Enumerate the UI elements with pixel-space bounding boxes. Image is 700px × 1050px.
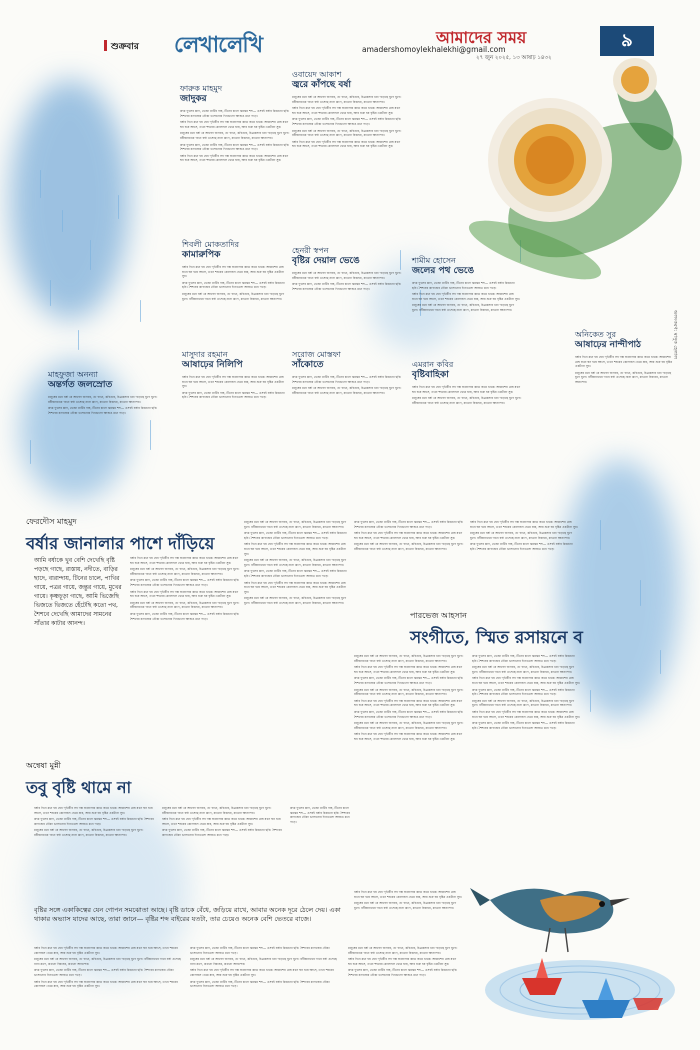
essay-column-right: বর্ষার দিনে মনে হয় যেন পৃথিবীর সব গল্প জানালার কাচে জমে থাকে। আকাশের মেঘ যখন ঘন হয়ে আসে, তখন শহরের কোলাহল থেমে যায়, আর শুরু হয় বৃষ্টির একটানা সুর। মানুষের মনে বর্ষা যে আবেগ জাগায়, তা গানে, কবিতায়, চিত্রকলায় ধরা পড়েছে যুগে যুগে। রবীন্দ্রনাথের গানে বর্ষা এসেছে নানা রূপে, কখনো বিরহের, কখনো আনন্দের। কদম ফুলের ঘ্রাণ, ভেজা মাটির গন্ধ, টিনের চালে ঝমঝম শব্দ— এসবই বর্ষার চিরচেনা ছবি। শৈশবের কাগজের নৌকা ভাসানোর দিনগুলো আজও মনে পড়ে। [470, 520, 578, 551]
article-sangite [410, 610, 690, 653]
article-2-col-1: মানুষের মনে বর্ষা যে আবেগ জাগায়, তা গানে, কবিতায়, চিত্রকলায় ধরা পড়েছে যুগে যুগে। রবীন্দ্রনাথের গানে বর্ষা এসেছে নানা রূপে, কখনো বিরহের, কখনো আনন্দের। বর্ষার দিনে মনে হয় যেন পৃথিবীর সব গল্প জানালার কাচে জমে থাকে। আকাশের মেঘ যখন ঘন হয়ে আসে, তখন শহরের কোলাহল থেমে যায়, আর শুরু হয় বৃষ্টির একটানা সুর। কদম ফুলের ঘ্রাণ, ভেজা মাটির গন্ধ, টিনের চালে ঝমঝম শব্দ— এসবই বর্ষার চিরচেনা ছবি। শৈশবের কাগজের নৌকা ভাসানোর দিনগুলো আজও মনে পড়ে। মানুষের মনে বর্ষা যে আবেগ জাগায়, তা গানে, কবিতায়, চিত্রকলায় ধরা পড়েছে যুগে যুগে। রবীন্দ্রনাথের গানে বর্ষা এসেছে নানা রূপে, কখনো বিরহের, কখনো আনন্দের। বর্ষার দিনে মনে হয় যেন পৃথিবীর সব গল্প জানালার কাচে জমে থাকে। আকাশের মেঘ যখন ঘন হয়ে আসে, তখন শহরের কোলাহল থেমে যায়, আর শুরু হয় বৃষ্টির একটানা সুর। কদম ফুলের ঘ্রাণ, ভেজা মাটির গন্ধ, টিনের চালে ঝমঝম শব্দ— এসবই বর্ষার চিরচেনা ছবি। শৈশবের কাগজের নৌকা ভাসানোর দিনগুলো আজও মনে পড়ে। মানুষের মনে বর্ষা যে আবেগ জাগায়, তা গানে, কবিতায়, চিত্রকলায় ধরা পড়েছে যুগে যুগে। রবীন্দ্রনাথের গানে বর্ষা এসেছে নানা রূপে, কখনো বিরহের, কখনো আনন্দের। বর্ষার দিনে মনে হয় যেন পৃথিবীর সব গল্প জানালার কাচে জমে থাকে। আকাশের মেঘ যখন ঘন হয়ে আসে, তখন শহরের কোলাহল থেমে যায়, আর শুরু হয় বৃষ্টির একটানা সুর। [354, 654, 464, 741]
poem-jadukor: ফারুক মাহমুদ জাদুকর কদম ফুলের ঘ্রাণ, ভেজা মাটির গন্ধ, টিনের চালে ঝমঝম শব্দ— এসবই বর্ষার চিরচেনা ছবি। শৈশবের কাগজের নৌকা ভাসানোর দিনগুলো আজও মনে পড়ে। বর্ষার দিনে মনে হয় যেন পৃথিবীর সব গল্প জানালার কাচে জমে থাকে। আকাশের মেঘ যখন ঘন হয়ে আসে, তখন শহরের কোলাহল থেমে যায়, আর শুরু হয় বৃষ্টির একটানা সুর। মানুষের মনে বর্ষা যে আবেগ জাগায়, তা গানে, কবিতায়, চিত্রকলায় ধরা পড়েছে যুগে যুগে। রবীন্দ্রনাথের গানে বর্ষা এসেছে নানা রূপে, কখনো বিরহের, কখনো আনন্দের। কদম ফুলের ঘ্রাণ, ভেজা মাটির গন্ধ, টিনের চালে ঝমঝম শব্দ— এসবই বর্ষার চিরচেনা ছবি। শৈশবের কাগজের নৌকা ভাসানোর দিনগুলো আজও মনে পড়ে। বর্ষার দিনে মনে হয় যেন পৃথিবীর সব গল্প জানালার কাচে জমে থাকে। আকাশের মেঘ যখন ঘন হয়ে আসে, তখন শহরের কোলাহল থেমে যায়, আর শুরু হয় বৃষ্টির একটানা সুর। [180, 84, 292, 165]
article-body-col-2: মানুষের মনে বর্ষা যে আবেগ জাগায়, তা গানে, কবিতায়, চিত্রকলায় ধরা পড়েছে যুগে যুগে। রবীন্দ্রনাথের গানে বর্ষা এসেছে নানা রূপে, কখনো বিরহের, কখনো আনন্দের। কদম ফুলের ঘ্রাণ, ভেজা মাটির গন্ধ, টিনের চালে ঝমঝম শব্দ— এসবই বর্ষার চিরচেনা ছবি। শৈশবের কাগজের নৌকা ভাসানোর দিনগুলো আজও মনে পড়ে। বর্ষার দিনে মনে হয় যেন পৃথিবীর সব গল্প জানালার কাচে জমে থাকে। আকাশের মেঘ যখন ঘন হয়ে আসে, তখন শহরের কোলাহল থেমে যায়, আর শুরু হয় বৃষ্টির একটানা সুর। মানুষের মনে বর্ষা যে আবেগ জাগায়, তা গানে, কবিতায়, চিত্রকলায় ধরা পড়েছে যুগে যুগে। রবীন্দ্রনাথের গানে বর্ষা এসেছে নানা রূপে, কখনো বিরহের, কখনো আনন্দের। কদম ফুলের ঘ্রাণ, ভেজা মাটির গন্ধ, টিনের চালে ঝমঝম শব্দ— এসবই বর্ষার চিরচেনা ছবি। শৈশবের কাগজের নৌকা ভাসানোর দিনগুলো আজও মনে পড়ে। বর্ষার দিনে মনে হয় যেন পৃথিবীর সব গল্প জানালার কাচে জমে থাকে। আকাশের মেঘ যখন ঘন হয়ে আসে, তখন শহরের কোলাহল থেমে যায়, আর শুরু হয় বৃষ্টির একটানা সুর। মানুষের মনে বর্ষা যে আবেগ জাগায়, তা গানে, কবিতায়, চিত্রকলায় ধরা পড়েছে যুগে যুগে। রবীন্দ্রনাথের গানে বর্ষা এসেছে নানা রূপে, কখনো বিরহের, কখনো আনন্দের। [244, 520, 347, 605]
article-title: সংগীতে, স্মিত রসায়নে ব [410, 628, 583, 648]
watercolor-wash-left [10, 80, 130, 320]
page-number: ৯ [621, 30, 633, 51]
essay-column-center: কদম ফুলের ঘ্রাণ, ভেজা মাটির গন্ধ, টিনের চালে ঝমঝম শব্দ— এসবই বর্ষার চিরচেনা ছবি। শৈশবের কাগজের নৌকা ভাসানোর দিনগুলো আজও মনে পড়ে। বর্ষার দিনে মনে হয় যেন পৃথিবীর সব গল্প জানালার কাচে জমে থাকে। আকাশের মেঘ যখন ঘন হয়ে আসে, তখন শহরের কোলাহল থেমে যায়, আর শুরু হয় বৃষ্টির একটানা সুর। মানুষের মনে বর্ষা যে আবেগ জাগায়, তা গানে, কবিতায়, চিত্রকলায় ধরা পড়েছে যুগে যুগে। রবীন্দ্রনাথের গানে বর্ষা এসেছে নানা রূপে, কখনো বিরহের, কখনো আনন্দের। [354, 520, 464, 551]
poem-asharer-nandipath: অনিকেত সুর আষাঢ়ের নান্দীপাঠ বর্ষার দিনে মনে হয় যেন পৃথিবীর সব গল্প জানালার কাচে জমে থাকে। আকাশের মেঘ যখন ঘন হয়ে আসে, তখন শহরের কোলাহল থেমে যায়, আর শুরু হয় বৃষ্টির একটানা সুর। মানুষের মনে বর্ষা যে আবেগ জাগায়, তা গানে, কবিতায়, চিত্রকলায় ধরা পড়েছে যুগে যুগে। রবীন্দ্রনাথের গানে বর্ষা এসেছে নানা রূপে, কখনো বিরহের, কখনো আনন্দের। [575, 330, 673, 384]
article-body-col-1: বর্ষার দিনে মনে হয় যেন পৃথিবীর সব গল্প জানালার কাচে জমে থাকে। আকাশের মেঘ যখন ঘন হয়ে আসে, তখন শহরের কোলাহল থেমে যায়, আর শুরু হয় বৃষ্টির একটানা সুর। মানুষের মনে বর্ষা যে আবেগ জাগায়, তা গানে, কবিতায়, চিত্রকলায় ধরা পড়েছে যুগে যুগে। রবীন্দ্রনাথের গানে বর্ষা এসেছে নানা রূপে, কখনো বিরহের, কখনো আনন্দের। কদম ফুলের ঘ্রাণ, ভেজা মাটির গন্ধ, টিনের চালে ঝমঝম শব্দ— এসবই বর্ষার চিরচেনা ছবি। শৈশবের কাগজের নৌকা ভাসানোর দিনগুলো আজও মনে পড়ে। বর্ষার দিনে মনে হয় যেন পৃথিবীর সব গল্প জানালার কাচে জমে থাকে। আকাশের মেঘ যখন ঘন হয়ে আসে, তখন শহরের কোলাহল থেমে যায়, আর শুরু হয় বৃষ্টির একটানা সুর। মানুষের মনে বর্ষা যে আবেগ জাগায়, তা গানে, কবিতায়, চিত্রকলায় ধরা পড়েছে যুগে যুগে। রবীন্দ্রনাথের গানে বর্ষা এসেছে নানা রূপে, কখনো বিরহের, কখনো আনন্দের। কদম ফুলের ঘ্রাণ, ভেজা মাটির গন্ধ, টিনের চালে ঝমঝম শব্দ— এসবই বর্ষার চিরচেনা ছবি। শৈশবের কাগজের নৌকা ভাসানোর দিনগুলো আজও মনে পড়ে। [130, 556, 240, 621]
article-title: তবু বৃষ্টি থামে না [26, 778, 132, 797]
poem-brishtibahika: এমরান কবির বৃষ্টিবাহিকা বর্ষার দিনে মনে হয় যেন পৃথিবীর সব গল্প জানালার কাচে জমে থাকে। আকাশের মেঘ যখন ঘন হয়ে আসে, তখন শহরের কোলাহল থেমে যায়, আর শুরু হয় বৃষ্টির একটানা সুর। মানুষের মনে বর্ষা যে আবেগ জাগায়, তা গানে, কবিতায়, চিত্রকলায় ধরা পড়েছে যুগে যুগে। রবীন্দ্রনাথের গানে বর্ষা এসেছে নানা রূপে, কখনো বিরহের, কখনো আনন্দের। [412, 360, 522, 405]
poem-author: ফারুক মাহমুদ [180, 84, 223, 93]
article-3-mid-col: বর্ষার দিনে মনে হয় যেন পৃথিবীর সব গল্প জানালার কাচে জমে থাকে। আকাশের মেঘ যখন ঘন হয়ে আসে, তখন শহরের কোলাহল থেমে যায়, আর শুরু হয় বৃষ্টির একটানা সুর। মানুষের মনে বর্ষা যে আবেগ জাগায়, তা গানে, কবিতায়, চিত্রকলায় ধরা পড়েছে যুগে যুগে। রবীন্দ্রনাথের গানে বর্ষা এসেছে নানা রূপে, কখনো বিরহের, কখনো আনন্দের। [354, 890, 462, 910]
section-logo: লেখালেখি [174, 32, 263, 58]
poem-asharer-nilipi: মাসুদার রহমান আষাঢ়ের নিলিপি বর্ষার দিনে মনে হয় যেন পৃথিবীর সব গল্প জানালার কাচে জমে থাকে। আকাশের মেঘ যখন ঘন হয়ে আসে, তখন শহরের কোলাহল থেমে যায়, আর শুরু হয় বৃষ্টির একটানা সুর। কদম ফুলের ঘ্রাণ, ভেজা মাটির গন্ধ, টিনের চালে ঝমঝম শব্দ— এসবই বর্ষার চিরচেনা ছবি। শৈশবের কাগজের নৌকা ভাসানোর দিনগুলো আজও মনে পড়ে। [182, 350, 285, 400]
newspaper-name: আমাদের সময় [436, 28, 527, 47]
flower-illustration [445, 40, 685, 280]
poem-sankote: সরোজ মোস্তফা সাঁকোতে কদম ফুলের ঘ্রাণ, ভেজা মাটির গন্ধ, টিনের চালে ঝমঝম শব্দ— এসবই বর্ষার চিরচেনা ছবি। শৈশবের কাগজের নৌকা ভাসানোর দিনগুলো আজও মনে পড়ে। মানুষের মনে বর্ষা যে আবেগ জাগায়, তা গানে, কবিতায়, চিত্রকলায় ধরা পড়েছে যুগে যুগে। রবীন্দ্রনাথের গানে বর্ষা এসেছে নানা রূপে, কখনো বিরহের, কখনো আনন্দের। [292, 350, 402, 395]
article-author: পারভেজ আহসান [410, 611, 467, 620]
poem-joler-poth: শামীম হোসেন জলের পথ ভেঙে কদম ফুলের ঘ্রাণ, ভেজা মাটির গন্ধ, টিনের চালে ঝমঝম শব্দ— এসবই বর্ষার চিরচেনা ছবি। শৈশবের কাগজের নৌকা ভাসানোর দিনগুলো আজও মনে পড়ে। বর্ষার দিনে মনে হয় যেন পৃথিবীর সব গল্প জানালার কাচে জমে থাকে। আকাশের মেঘ যখন ঘন হয়ে আসে, তখন শহরের কোলাহল থেমে যায়, আর শুরু হয় বৃষ্টির একটানা সুর। মানুষের মনে বর্ষা যে আবেগ জাগায়, তা গানে, কবিতায়, চিত্রকলায় ধরা পড়েছে যুগে যুগে। রবীন্দ্রনাথের গানে বর্ষা এসেছে নানা রূপে, কখনো বিরহের, কখনো আনন্দের। [412, 256, 520, 312]
bird-and-boats-illustration [470, 840, 680, 1040]
issue-date: ২৭ জুন ২০২৫, ১৩ আষাঢ় ১৪৩২ [476, 55, 552, 61]
illustration-credit: অলংকরণ: মাসুক হেলাল [672, 310, 678, 359]
email-address[interactable]: amadershomoylekhalekhi@gmail.com [362, 45, 506, 54]
article-tobu-brishti [26, 760, 346, 802]
day-label: শুক্রবার [111, 42, 139, 52]
article-3-lead: বৃষ্টির সঙ্গে একাকিত্বের যেন গোপন সমঝোতা আছে। বৃষ্টি ডাকে বেঁধে, জড়িয়ে রাখে, আবার অনেক দূরে ঠেলে দেয়। একা থাকার অভ্যাস যাদের আছে, তারা জানে— বৃষ্টির শব্দ বাইরের যতটা, তার চেয়েও অনেক বেশি ভেতরে বাজে। [34, 906, 341, 923]
poem-kamarupik: শিবলী মোকতাদির কামারুপিক বর্ষার দিনে মনে হয় যেন পৃথিবীর সব গল্প জানালার কাচে জমে থাকে। আকাশের মেঘ যখন ঘন হয়ে আসে, তখন শহরের কোলাহল থেমে যায়, আর শুরু হয় বৃষ্টির একটানা সুর। কদম ফুলের ঘ্রাণ, ভেজা মাটির গন্ধ, টিনের চালে ঝমঝম শব্দ— এসবই বর্ষার চিরচেনা ছবি। শৈশবের কাগজের নৌকা ভাসানোর দিনগুলো আজও মনে পড়ে। মানুষের মনে বর্ষা যে আবেগ জাগায়, তা গানে, কবিতায়, চিত্রকলায় ধরা পড়েছে যুগে যুগে। রবীন্দ্রনাথের গানে বর্ষা এসেছে নানা রূপে, কখনো বিরহের, কখনো আনন্দের। [182, 240, 285, 301]
article-2-col-2: কদম ফুলের ঘ্রাণ, ভেজা মাটির গন্ধ, টিনের চালে ঝমঝম শব্দ— এসবই বর্ষার চিরচেনা ছবি। শৈশবের কাগজের নৌকা ভাসানোর দিনগুলো আজও মনে পড়ে। মানুষের মনে বর্ষা যে আবেগ জাগায়, তা গানে, কবিতায়, চিত্রকলায় ধরা পড়েছে যুগে যুগে। রবীন্দ্রনাথের গানে বর্ষা এসেছে নানা রূপে, কখনো বিরহের, কখনো আনন্দের। বর্ষার দিনে মনে হয় যেন পৃথিবীর সব গল্প জানালার কাচে জমে থাকে। আকাশের মেঘ যখন ঘন হয়ে আসে, তখন শহরের কোলাহল থেমে যায়, আর শুরু হয় বৃষ্টির একটানা সুর। কদম ফুলের ঘ্রাণ, ভেজা মাটির গন্ধ, টিনের চালে ঝমঝম শব্দ— এসবই বর্ষার চিরচেনা ছবি। শৈশবের কাগজের নৌকা ভাসানোর দিনগুলো আজও মনে পড়ে। মানুষের মনে বর্ষা যে আবেগ জাগায়, তা গানে, কবিতায়, চিত্রকলায় ধরা পড়েছে যুগে যুগে। রবীন্দ্রনাথের গানে বর্ষা এসেছে নানা রূপে, কখনো বিরহের, কখনো আনন্দের। বর্ষার দিনে মনে হয় যেন পৃথিবীর সব গল্প জানালার কাচে জমে থাকে। আকাশের মেঘ যখন ঘন হয়ে আসে, তখন শহরের কোলাহল থেমে যায়, আর শুরু হয় বৃষ্টির একটানা সুর। কদম ফুলের ঘ্রাণ, ভেজা মাটির গন্ধ, টিনের চালে ঝমঝম শব্দ— এসবই বর্ষার চিরচেনা ছবি। শৈশবের কাগজের নৌকা ভাসানোর দিনগুলো আজও মনে পড়ে। [472, 654, 580, 730]
article-lead-column: আমি বর্ষাকে খুব বেশি দেখেছি বৃষ্টি পড়ছে গাছে, রাস্তায়, নদীতে, বাড়ির ছাদে, বারান্দায়, টিনের চালে, পাখির গায়ে, পত্রর গায়ে, জন্তুর গায়ে, মুখের গায়ে। কৃষ্ণচূড়া গাছে, আমি ভিজেছি ভিজতে ভিজতে হেঁটেছি কতো পথ, শৈশবে দেখেছি আমাদের সামনের সাঁতার কাটার আনন্দ। [34, 557, 122, 627]
article-title: বর্ষার জানালার পাশে দাঁড়িয়ে [26, 534, 215, 553]
poem-brishtir-deyal: হেনরী স্বপন বৃষ্টির দেয়াল ভেঙে মানুষের মনে বর্ষা যে আবেগ জাগায়, তা গানে, কবিতায়, চিত্রকলায় ধরা পড়েছে যুগে যুগে। রবীন্দ্রনাথের গানে বর্ষা এসেছে নানা রূপে, কখনো বিরহের, কখনো আনন্দের। কদম ফুলের ঘ্রাণ, ভেজা মাটির গন্ধ, টিনের চালে ঝমঝম শব্দ— এসবই বর্ষার চিরচেনা ছবি। শৈশবের কাগজের নৌকা ভাসানোর দিনগুলো আজও মনে পড়ে। [292, 246, 402, 291]
article-3-col-1: বর্ষার দিনে মনে হয় যেন পৃথিবীর সব গল্প জানালার কাচে জমে থাকে। আকাশের মেঘ যখন ঘন হয়ে আসে, তখন শহরের কোলাহল থেমে যায়, আর শুরু হয় বৃষ্টির একটানা সুর। কদম ফুলের ঘ্রাণ, ভেজা মাটির গন্ধ, টিনের চালে ঝমঝম শব্দ— এসবই বর্ষার চিরচেনা ছবি। শৈশবের কাগজের নৌকা ভাসানোর দিনগুলো আজও মনে পড়ে। মানুষের মনে বর্ষা যে আবেগ জাগায়, তা গানে, কবিতায়, চিত্রকলায় ধরা পড়েছে যুগে যুগে। রবীন্দ্রনাথের গানে বর্ষা এসেছে নানা রূপে, কখনো বিরহের, কখনো আনন্দের। [34, 806, 154, 837]
article-3-col-3: কদম ফুলের ঘ্রাণ, ভেজা মাটির গন্ধ, টিনের চালে ঝমঝম শব্দ— এসবই বর্ষার চিরচেনা ছবি। শৈশবের কাগজের নৌকা ভাসানোর দিনগুলো আজও মনে পড়ে। [290, 806, 350, 824]
article-3-col-2: মানুষের মনে বর্ষা যে আবেগ জাগায়, তা গানে, কবিতায়, চিত্রকলায় ধরা পড়েছে যুগে যুগে। রবীন্দ্রনাথের গানে বর্ষা এসেছে নানা রূপে, কখনো বিরহের, কখনো আনন্দের। বর্ষার দিনে মনে হয় যেন পৃথিবীর সব গল্প জানালার কাচে জমে থাকে। আকাশের মেঘ যখন ঘন হয়ে আসে, তখন শহরের কোলাহল থেমে যায়, আর শুরু হয় বৃষ্টির একটানা সুর। কদম ফুলের ঘ্রাণ, ভেজা মাটির গন্ধ, টিনের চালে ঝমঝম শব্দ— এসবই বর্ষার চিরচেনা ছবি। শৈশবের কাগজের নৌকা ভাসানোর দিনগুলো আজও মনে পড়ে। [162, 806, 282, 837]
article-3-bottom-col-2: কদম ফুলের ঘ্রাণ, ভেজা মাটির গন্ধ, টিনের চালে ঝমঝম শব্দ— এসবই বর্ষার চিরচেনা ছবি। শৈশবের কাগজের নৌকা ভাসানোর দিনগুলো আজও মনে পড়ে। মানুষের মনে বর্ষা যে আবেগ জাগায়, তা গানে, কবিতায়, চিত্রকলায় ধরা পড়েছে যুগে যুগে। রবীন্দ্রনাথের গানে বর্ষা এসেছে নানা রূপে, কখনো বিরহের, কখনো আনন্দের। বর্ষার দিনে মনে হয় যেন পৃথিবীর সব গল্প জানালার কাচে জমে থাকে। আকাশের মেঘ যখন ঘন হয়ে আসে, তখন শহরের কোলাহল থেমে যায়, আর শুরু হয় বৃষ্টির একটানা সুর। কদম ফুলের ঘ্রাণ, ভেজা মাটির গন্ধ, টিনের চালে ঝমঝম শব্দ— এসবই বর্ষার চিরচেনা ছবি। শৈশবের কাগজের নৌকা ভাসানোর দিনগুলো আজও মনে পড়ে। [190, 946, 337, 989]
red-bar-marker [104, 40, 107, 51]
article-author: অন্বেষা মুন্নী [26, 761, 61, 770]
article-3-bottom-col-1: বর্ষার দিনে মনে হয় যেন পৃথিবীর সব গল্প জানালার কাচে জমে থাকে। আকাশের মেঘ যখন ঘন হয়ে আসে, তখন শহরের কোলাহল থেমে যায়, আর শুরু হয় বৃষ্টির একটানা সুর। মানুষের মনে বর্ষা যে আবেগ জাগায়, তা গানে, কবিতায়, চিত্রকলায় ধরা পড়েছে যুগে যুগে। রবীন্দ্রনাথের গানে বর্ষা এসেছে নানা রূপে, কখনো বিরহের, কখনো আনন্দের। কদম ফুলের ঘ্রাণ, ভেজা মাটির গন্ধ, টিনের চালে ঝমঝম শব্দ— এসবই বর্ষার চিরচেনা ছবি। শৈশবের কাগজের নৌকা ভাসানোর দিনগুলো আজও মনে পড়ে। বর্ষার দিনে মনে হয় যেন পৃথিবীর সব গল্প জানালার কাচে জমে থাকে। আকাশের মেঘ যখন ঘন হয়ে আসে, তখন শহরের কোলাহল থেমে যায়, আর শুরু হয় বৃষ্টির একটানা সুর। [34, 946, 181, 989]
poem-title: জাদুকর [180, 94, 207, 104]
poem-jwore-kapche-borsha: ওবায়েদ আকাশ জ্বরে কাঁপছে বর্ষা মানুষের মনে বর্ষা যে আবেগ জাগায়, তা গানে, কবিতায়, চিত্রকলায় ধরা পড়েছে যুগে যুগে। রবীন্দ্রনাথের গানে বর্ষা এসেছে নানা রূপে, কখনো বিরহের, কখনো আনন্দের। বর্ষার দিনে মনে হয় যেন পৃথিবীর সব গল্প জানালার কাচে জমে থাকে। আকাশের মেঘ যখন ঘন হয়ে আসে, তখন শহরের কোলাহল থেমে যায়, আর শুরু হয় বৃষ্টির একটানা সুর। কদম ফুলের ঘ্রাণ, ভেজা মাটির গন্ধ, টিনের চালে ঝমঝম শব্দ— এসবই বর্ষার চিরচেনা ছবি। শৈশবের কাগজের নৌকা ভাসানোর দিনগুলো আজও মনে পড়ে। মানুষের মনে বর্ষা যে আবেগ জাগায়, তা গানে, কবিতায়, চিত্রকলায় ধরা পড়েছে যুগে যুগে। রবীন্দ্রনাথের গানে বর্ষা এসেছে নানা রূপে, কখনো বিরহের, কখনো আনন্দের। বর্ষার দিনে মনে হয় যেন পৃথিবীর সব গল্প জানালার কাচে জমে থাকে। আকাশের মেঘ যখন ঘন হয়ে আসে, তখন শহরের কোলাহল থেমে যায়, আর শুরু হয় বৃষ্টির একটানা সুর। [292, 70, 402, 149]
article-author: ফেরদৌস মাহমুদ [26, 517, 77, 526]
poem-antorgoto-jolsrot: মাহফুজা অনন্যা অন্তর্গত জলস্রোত মানুষের মনে বর্ষা যে আবেগ জাগায়, তা গানে, কবিতায়, চিত্রকলায় ধরা পড়েছে যুগে যুগে। রবীন্দ্রনাথের গানে বর্ষা এসেছে নানা রূপে, কখনো বিরহের, কখনো আনন্দের। কদম ফুলের ঘ্রাণ, ভেজা মাটির গন্ধ, টিনের চালে ঝমঝম শব্দ— এসবই বর্ষার চিরচেনা ছবি। শৈশবের কাগজের নৌকা ভাসানোর দিনগুলো আজও মনে পড়ে। [48, 370, 158, 415]
article-3-bottom-col-3: মানুষের মনে বর্ষা যে আবেগ জাগায়, তা গানে, কবিতায়, চিত্রকলায় ধরা পড়েছে যুগে যুগে। রবীন্দ্রনাথের গানে বর্ষা এসেছে নানা রূপে, কখনো বিরহের, কখনো আনন্দের। বর্ষার দিনে মনে হয় যেন পৃথিবীর সব গল্প জানালার কাচে জমে থাকে। আকাশের মেঘ যখন ঘন হয়ে আসে, তখন শহরের কোলাহল থেমে যায়, আর শুরু হয় বৃষ্টির একটানা সুর। কদম ফুলের ঘ্রাণ, ভেজা মাটির গন্ধ, টিনের চালে ঝমঝম শব্দ— এসবই বর্ষার চিরচেনা ছবি। শৈশবের কাগজের নৌকা ভাসানোর দিনগুলো আজও মনে পড়ে। [348, 946, 458, 977]
